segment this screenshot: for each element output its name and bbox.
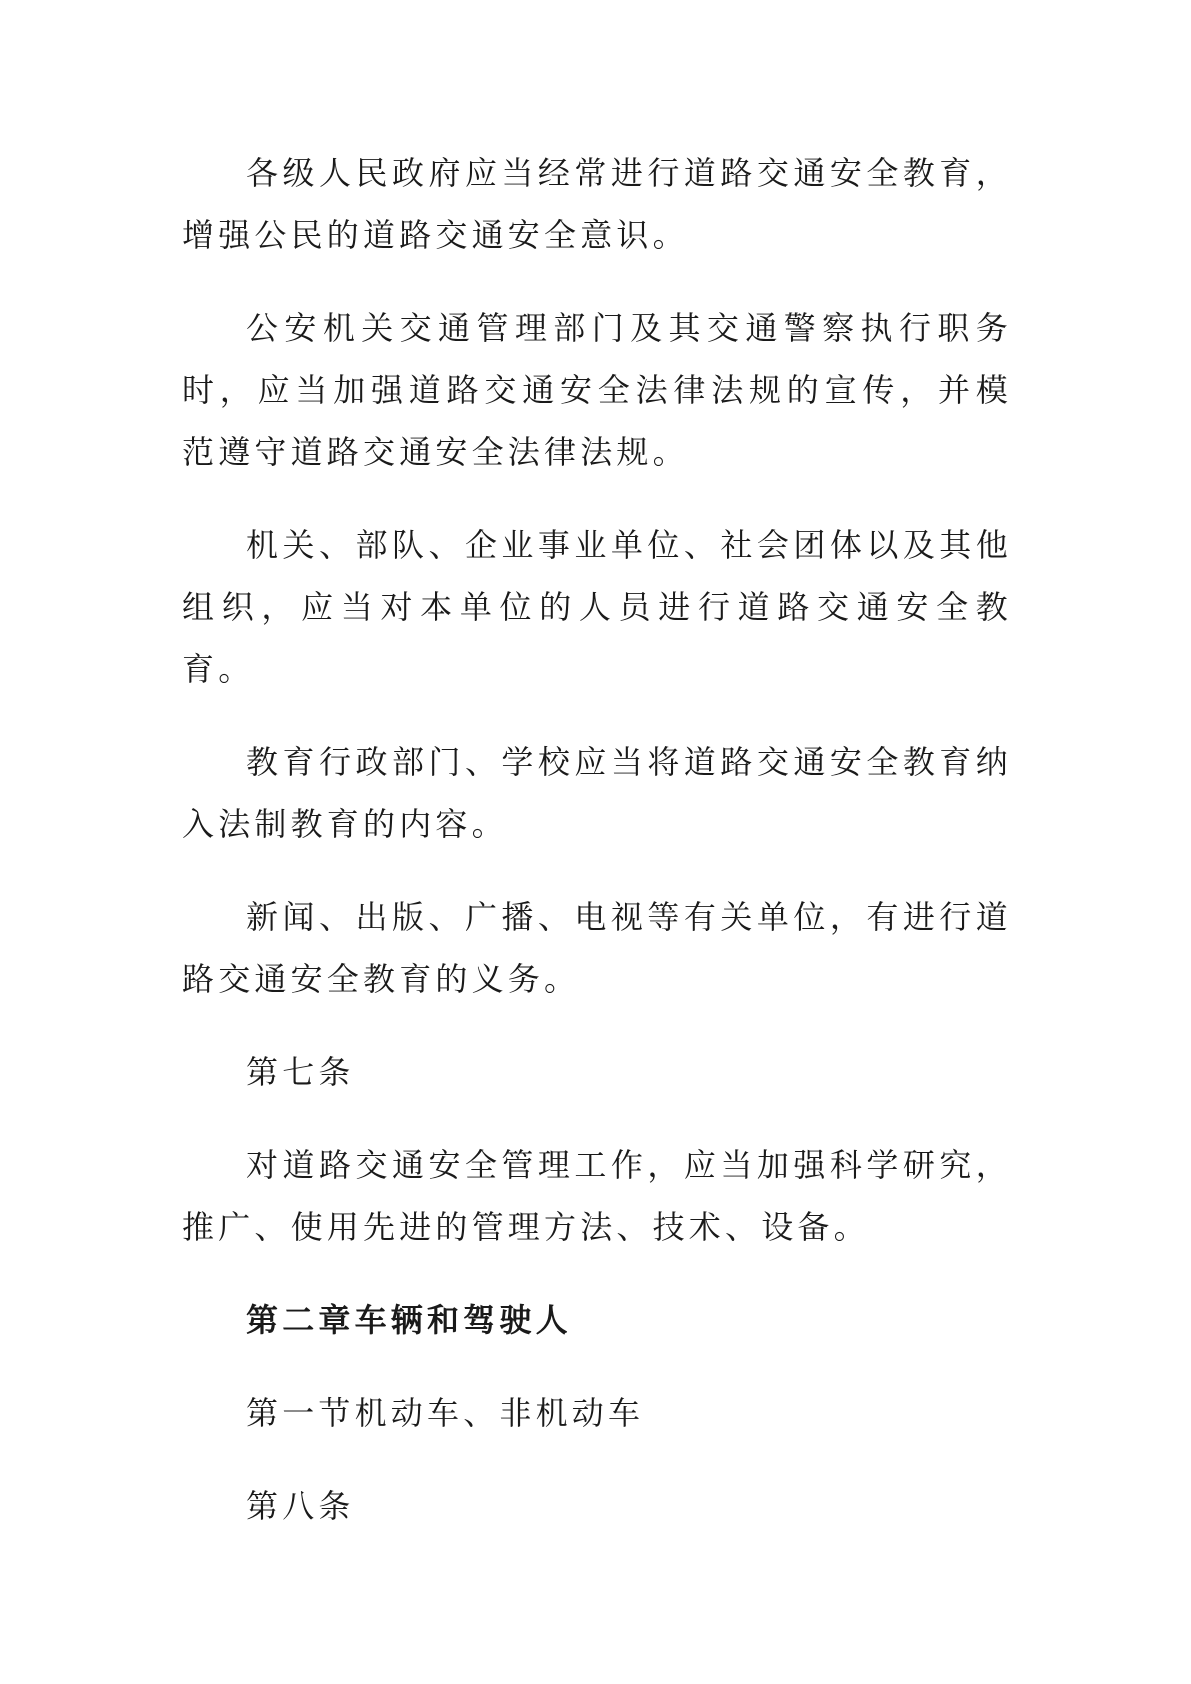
paragraph-education-government: 各级人民政府应当经常进行道路交通安全教育，增强公民的道路交通安全意识。 — [182, 154, 1012, 254]
section-1-title: 第一节机动车、非机动车 — [246, 1394, 645, 1432]
paragraph-media: 新闻、出版、广播、电视等有关单位，有进行道路交通安全教育的义务。 — [182, 898, 1012, 998]
paragraph-schools: 教育行政部门、学校应当将道路交通安全教育纳入法制教育的内容。 — [182, 743, 1012, 843]
article-7-title: 第七条 — [246, 1053, 355, 1091]
paragraph-traffic-police: 公安机关交通管理部门及其交通警察执行职务时，应当加强道路交通安全法律法规的宣传，并模范遵守道路交通安全法律法规。 — [182, 309, 1012, 471]
chapter-2-title: 第二章车辆和驾驶人 — [246, 1301, 572, 1339]
article-8-title: 第八条 — [246, 1487, 355, 1525]
article-7-text: 对道路交通安全管理工作，应当加强科学研究，推广、使用先进的管理方法、技术、设备。 — [182, 1146, 1012, 1246]
paragraph-organizations: 机关、部队、企业事业单位、社会团体以及其他组织，应当对本单位的人员进行道路交通安全教育。 — [182, 526, 1012, 688]
document-body — [182, 142, 1012, 1568]
